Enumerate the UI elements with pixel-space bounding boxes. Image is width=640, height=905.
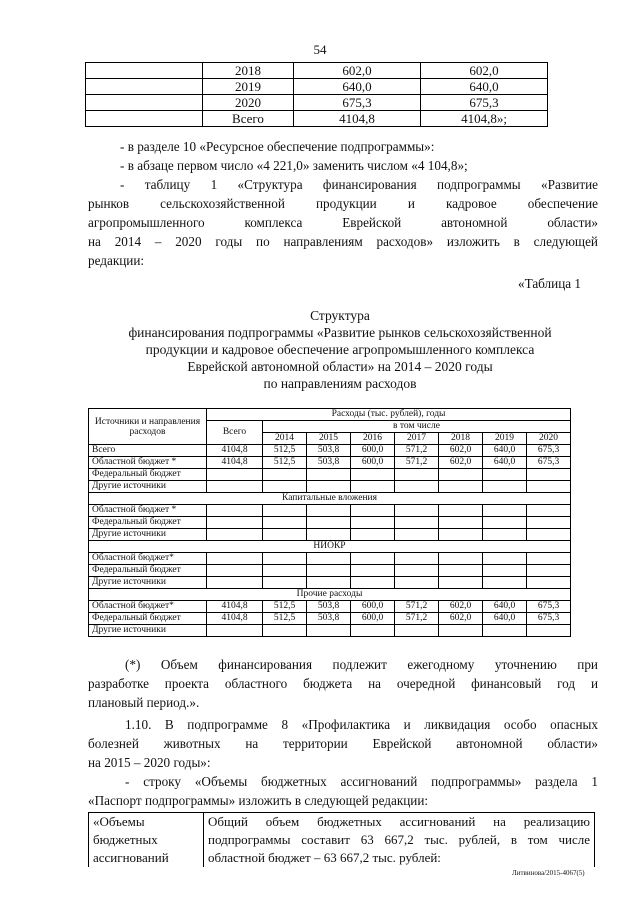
value-cell: 675,3 xyxy=(294,95,421,111)
table-row xyxy=(89,577,571,589)
table-title: финансирования подпрограммы «Развитие рынков сельскохозяйственной xyxy=(128,325,552,340)
value-cell: 602,0 xyxy=(439,445,483,457)
value-cell xyxy=(439,469,483,481)
header-sources: Источники и направления расходов xyxy=(89,409,207,445)
text-line: «Паспорт подпрограммы» изложить в следующей редакции: xyxy=(88,793,429,808)
value-cell xyxy=(351,625,395,637)
value-cell xyxy=(307,469,351,481)
value-cell xyxy=(351,565,395,577)
value-cell: 512,5 xyxy=(263,445,307,457)
header-year: 2016 xyxy=(351,433,395,445)
table-row xyxy=(89,517,571,529)
value-cell xyxy=(483,481,527,493)
header-year: 2014 xyxy=(263,433,307,445)
table-title: продукции и кадровое обеспечение агропромышленного комплекса xyxy=(145,342,535,357)
value-cell: 600,0 xyxy=(351,613,395,625)
value-cell: 640,0 xyxy=(294,79,421,95)
footnote-line: (*) Объем финансирования подлежит ежегодному уточнению при xyxy=(125,657,598,672)
value-cell xyxy=(395,565,439,577)
text-line: на 2015 – 2020 годы»: xyxy=(88,755,211,770)
value-cell xyxy=(527,565,571,577)
table-row xyxy=(89,505,571,517)
value-cell xyxy=(395,553,439,565)
value-cell xyxy=(439,517,483,529)
value-cell: 675,3 xyxy=(527,601,571,613)
passport-label-cell xyxy=(89,813,204,868)
header-year: 2020 xyxy=(527,433,571,445)
section-row xyxy=(89,589,571,601)
row-label: Областной бюджет* xyxy=(89,553,207,565)
total-cell xyxy=(207,625,263,637)
value-cell xyxy=(351,577,395,589)
value-cell xyxy=(263,469,307,481)
total-cell: 4104,8 xyxy=(207,445,263,457)
value-cell: 571,2 xyxy=(395,601,439,613)
value-cell: 602,0 xyxy=(421,63,548,79)
table-row xyxy=(89,565,571,577)
financing-table xyxy=(88,408,571,637)
year-cell: Всего xyxy=(203,111,294,127)
value-cell xyxy=(527,529,571,541)
row-label: Федеральный бюджет xyxy=(89,613,207,625)
value-cell: 675,3 xyxy=(527,445,571,457)
value-cell: 602,0 xyxy=(439,457,483,469)
table-row xyxy=(89,481,571,493)
passport-value: областной бюджет – 63 667,2 тыс. рублей: xyxy=(208,850,441,865)
passport-label: бюджетных xyxy=(93,832,158,847)
empty-cell xyxy=(86,95,203,111)
value-cell xyxy=(527,577,571,589)
empty-cell xyxy=(86,63,203,79)
value-cell xyxy=(207,553,263,565)
table-row xyxy=(86,111,548,127)
header-total: Всего xyxy=(207,421,263,445)
value-cell xyxy=(263,625,307,637)
value-cell: 600,0 xyxy=(351,445,395,457)
value-cell xyxy=(439,529,483,541)
section-row xyxy=(89,541,571,553)
passport-label: «Объемы xyxy=(93,814,145,829)
passport-value-cell xyxy=(204,813,595,868)
text-line: агропромышленного комплекса Еврейской автономной области» xyxy=(88,215,598,230)
value-cell: 640,0 xyxy=(483,613,527,625)
row-label: Федеральный бюджет xyxy=(89,565,207,577)
value-cell: 512,5 xyxy=(263,601,307,613)
value-cell: 571,2 xyxy=(395,613,439,625)
value-cell: 640,0 xyxy=(483,457,527,469)
value-cell xyxy=(351,529,395,541)
value-cell xyxy=(483,553,527,565)
document-footer: Литвинова/2015-4067(5) xyxy=(512,869,585,877)
value-cell xyxy=(263,553,307,565)
total-cell: 4104,8 xyxy=(207,457,263,469)
empty-cell xyxy=(86,111,203,127)
row-label: Другие источники xyxy=(89,481,207,493)
value-cell xyxy=(307,517,351,529)
value-cell xyxy=(395,481,439,493)
value-cell xyxy=(395,529,439,541)
value-cell xyxy=(307,505,351,517)
table-row xyxy=(89,625,571,637)
table-title: Еврейской автономной области» на 2014 – 2020 годы xyxy=(187,359,493,374)
value-cell xyxy=(395,505,439,517)
table-row xyxy=(89,529,571,541)
value-cell xyxy=(527,625,571,637)
total-cell: 4104,8 xyxy=(207,601,263,613)
value-cell xyxy=(263,529,307,541)
table-row xyxy=(86,95,548,111)
value-cell xyxy=(527,517,571,529)
text-line: болезней животных на территории Еврейской автономной области» xyxy=(88,736,598,751)
total-cell xyxy=(207,469,263,481)
year-cell: 2020 xyxy=(203,95,294,111)
value-cell: 571,2 xyxy=(395,457,439,469)
table-row xyxy=(89,445,571,457)
value-cell xyxy=(207,529,263,541)
table-row xyxy=(89,469,571,481)
value-cell xyxy=(527,553,571,565)
value-cell: 675,3 xyxy=(527,613,571,625)
row-label: Другие источники xyxy=(89,529,207,541)
value-cell xyxy=(395,577,439,589)
table-row xyxy=(86,79,548,95)
value-cell xyxy=(483,529,527,541)
row-label: Областной бюджет * xyxy=(89,457,207,469)
value-cell xyxy=(527,481,571,493)
table-reference: «Таблица 1 xyxy=(518,276,581,291)
value-cell xyxy=(483,505,527,517)
value-cell: 640,0 xyxy=(483,601,527,613)
value-cell: 4104,8»; xyxy=(421,111,548,127)
table-title: Структура xyxy=(310,308,370,323)
text-line: рынков сельскохозяйственной продукции и кадровое обеспечение xyxy=(88,196,598,211)
table-title: по направлениям расходов xyxy=(263,376,417,391)
value-cell xyxy=(439,553,483,565)
value-cell: 503,8 xyxy=(307,613,351,625)
table-row xyxy=(89,457,571,469)
value-cell: 571,2 xyxy=(395,445,439,457)
header-expenses: Расходы (тыс. рублей), годы xyxy=(207,409,571,421)
value-cell xyxy=(263,505,307,517)
value-cell xyxy=(307,481,351,493)
footnote-line: плановый период.». xyxy=(88,695,200,710)
total-cell: 4104,8 xyxy=(207,613,263,625)
value-cell: 4104,8 xyxy=(294,111,421,127)
value-cell xyxy=(307,529,351,541)
value-cell xyxy=(307,565,351,577)
value-cell xyxy=(207,505,263,517)
text-line: - строку «Объемы бюджетных ассигнований подпрограммы» раздела 1 xyxy=(125,774,598,789)
table-row xyxy=(89,601,571,613)
value-cell xyxy=(483,577,527,589)
section-row xyxy=(89,493,571,505)
value-cell xyxy=(207,517,263,529)
header-year: 2017 xyxy=(395,433,439,445)
table-row xyxy=(89,553,571,565)
header-year: 2015 xyxy=(307,433,351,445)
value-cell xyxy=(439,481,483,493)
page-number: 54 xyxy=(313,42,327,57)
value-cell xyxy=(483,625,527,637)
value-cell: 675,3 xyxy=(421,95,548,111)
value-cell xyxy=(351,481,395,493)
value-cell xyxy=(395,469,439,481)
value-cell xyxy=(439,577,483,589)
value-cell: 512,5 xyxy=(263,613,307,625)
value-cell: 600,0 xyxy=(351,601,395,613)
value-cell xyxy=(483,565,527,577)
value-cell xyxy=(439,625,483,637)
row-label: Другие источники xyxy=(89,577,207,589)
value-cell xyxy=(439,565,483,577)
value-cell xyxy=(307,577,351,589)
value-cell xyxy=(207,577,263,589)
value-cell: 602,0 xyxy=(439,613,483,625)
value-cell: 503,8 xyxy=(307,601,351,613)
section-title: Капитальные вложения xyxy=(89,493,571,505)
passport-table xyxy=(88,812,595,867)
value-cell xyxy=(351,517,395,529)
header-year: 2018 xyxy=(439,433,483,445)
value-cell: 503,8 xyxy=(307,457,351,469)
value-cell xyxy=(351,553,395,565)
row-label: Федеральный бюджет xyxy=(89,517,207,529)
value-cell: 675,3 xyxy=(527,457,571,469)
value-cell xyxy=(395,517,439,529)
row-label: Другие источники xyxy=(89,625,207,637)
value-cell xyxy=(207,565,263,577)
text-line: на 2014 – 2020 годы по направлениям расходов» изложить в следующей xyxy=(88,234,598,249)
footnote-line: разработке проекта областного бюджета на очередной финансовый год и xyxy=(88,676,598,691)
value-cell xyxy=(527,469,571,481)
value-cell xyxy=(439,505,483,517)
value-cell xyxy=(351,505,395,517)
value-cell: 600,0 xyxy=(351,457,395,469)
header-year: 2019 xyxy=(483,433,527,445)
table-row xyxy=(89,613,571,625)
value-cell xyxy=(307,625,351,637)
empty-cell xyxy=(86,79,203,95)
value-cell xyxy=(307,553,351,565)
year-cell: 2018 xyxy=(203,63,294,79)
table-row xyxy=(86,63,548,79)
value-cell xyxy=(263,481,307,493)
value-cell: 602,0 xyxy=(294,63,421,79)
text-line: 1.10. В подпрограмме 8 «Профилактика и ликвидация особо опасных xyxy=(125,717,598,732)
section-title: Прочие расходы xyxy=(89,589,571,601)
header-including: в том числе xyxy=(263,421,571,433)
value-cell xyxy=(483,469,527,481)
passport-value: Общий объем бюджетных ассигнований на реализацию xyxy=(208,814,590,829)
value-cell xyxy=(527,505,571,517)
passport-value: подпрограммы составит 63 667,2 тыс. рублей, в том числе xyxy=(208,832,590,847)
value-cell xyxy=(351,469,395,481)
value-cell: 512,5 xyxy=(263,457,307,469)
passport-label: ассигнований xyxy=(93,850,169,865)
text-line: - таблицу 1 «Структура финансирования подпрограммы «Развитие xyxy=(120,177,598,192)
row-label: Федеральный бюджет xyxy=(89,469,207,481)
value-cell: 602,0 xyxy=(439,601,483,613)
value-cell xyxy=(263,565,307,577)
value-cell xyxy=(483,517,527,529)
value-cell: 503,8 xyxy=(307,445,351,457)
value-cell: 640,0 xyxy=(483,445,527,457)
row-label: Областной бюджет* xyxy=(89,601,207,613)
value-cell: 640,0 xyxy=(421,79,548,95)
value-cell xyxy=(263,577,307,589)
value-cell xyxy=(395,625,439,637)
row-label: Областной бюджет * xyxy=(89,505,207,517)
continuation-table xyxy=(85,62,548,127)
section-title: НИОКР xyxy=(89,541,571,553)
text-line: редакции: xyxy=(88,253,145,268)
total-cell xyxy=(207,481,263,493)
value-cell xyxy=(263,517,307,529)
text-line: - в абзаце первом число «4 221,0» заменить числом «4 104,8»; xyxy=(120,158,468,173)
year-cell: 2019 xyxy=(203,79,294,95)
text-line: - в разделе 10 «Ресурсное обеспечение подпрограммы»: xyxy=(120,139,435,154)
row-label: Всего xyxy=(89,445,207,457)
